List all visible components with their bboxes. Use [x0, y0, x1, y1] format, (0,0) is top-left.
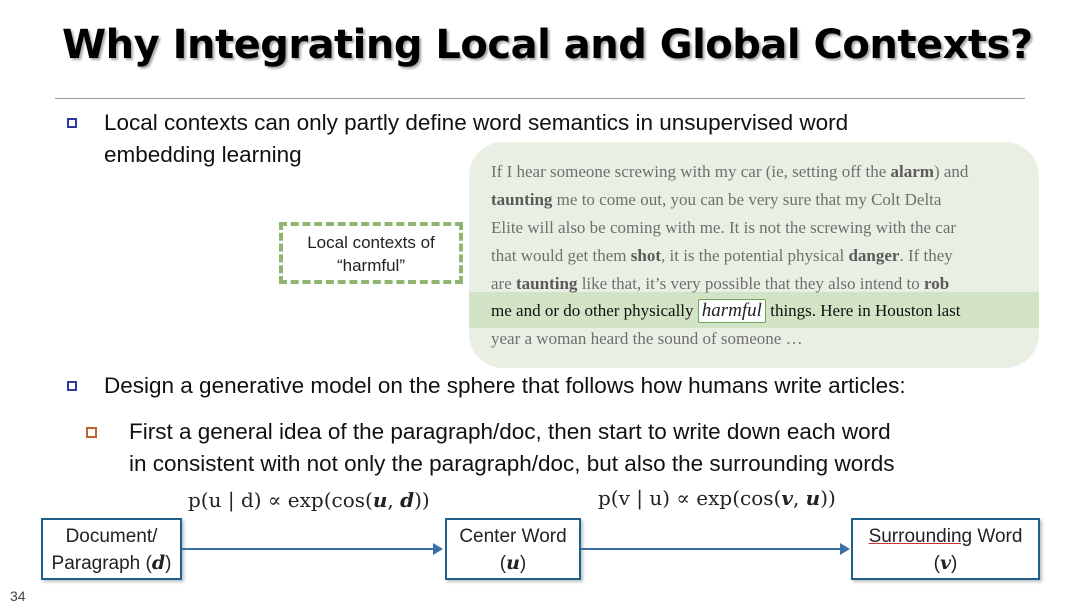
- formula-center-to-surrounding: p(v | u) ∝ exp(cos(v, u)): [598, 486, 836, 510]
- formula-doc-to-center: p(u | d) ∝ exp(cos(u, d)): [188, 488, 430, 512]
- target-word-harmful: harmful: [698, 299, 766, 323]
- title-divider: [55, 98, 1025, 99]
- square-bullet-icon: [67, 381, 77, 391]
- square-bullet-icon: [86, 427, 97, 438]
- slide-title: Why Integrating Local and Global Contexts?: [62, 22, 1033, 68]
- passage-line-4: that would get them shot, it is the potential physical danger. If they: [491, 246, 953, 265]
- arrow-doc-to-center: [182, 548, 435, 550]
- passage-line-7: year a woman heard the sound of someone …: [491, 329, 803, 348]
- page-number: 34: [10, 588, 26, 604]
- square-bullet-icon: [67, 118, 77, 128]
- passage-line-1: If I hear someone screwing with my car (ie, setting off the alarm) and: [491, 162, 969, 181]
- local-contexts-label: Local contexts of “harmful”: [279, 222, 463, 284]
- document-paragraph-box: Document/ Paragraph (d): [41, 518, 182, 580]
- bullet-2: Design a generative model on the sphere that follows how humans write articles:: [104, 373, 906, 398]
- bullet-3-line-1: First a general idea of the paragraph/doc, then start to write down each word: [129, 419, 891, 444]
- passage-line-3: Elite will also be coming with me. It is not the screwing with the car: [491, 218, 957, 237]
- passage-line-2: taunting me to come out, you can be very sure that my Colt Delta: [491, 190, 942, 209]
- passage-line-5: are taunting like that, it’s very possible that they also intend to rob: [491, 274, 950, 293]
- bullet-1-line-2: embedding learning: [104, 142, 302, 167]
- arrow-center-to-surrounding: [581, 548, 842, 550]
- bullet-1-line-1: Local contexts can only partly define word semantics in unsupervised word: [104, 110, 849, 135]
- passage-line-6: me and or do other physically harmful things. Here in Houston last: [491, 300, 961, 321]
- surrounding-word-box: Surrounding Word (v): [851, 518, 1040, 580]
- center-word-box: Center Word (u): [445, 518, 581, 580]
- bullet-3-line-2: in consistent with not only the paragraph/doc, but also the surrounding words: [129, 451, 895, 476]
